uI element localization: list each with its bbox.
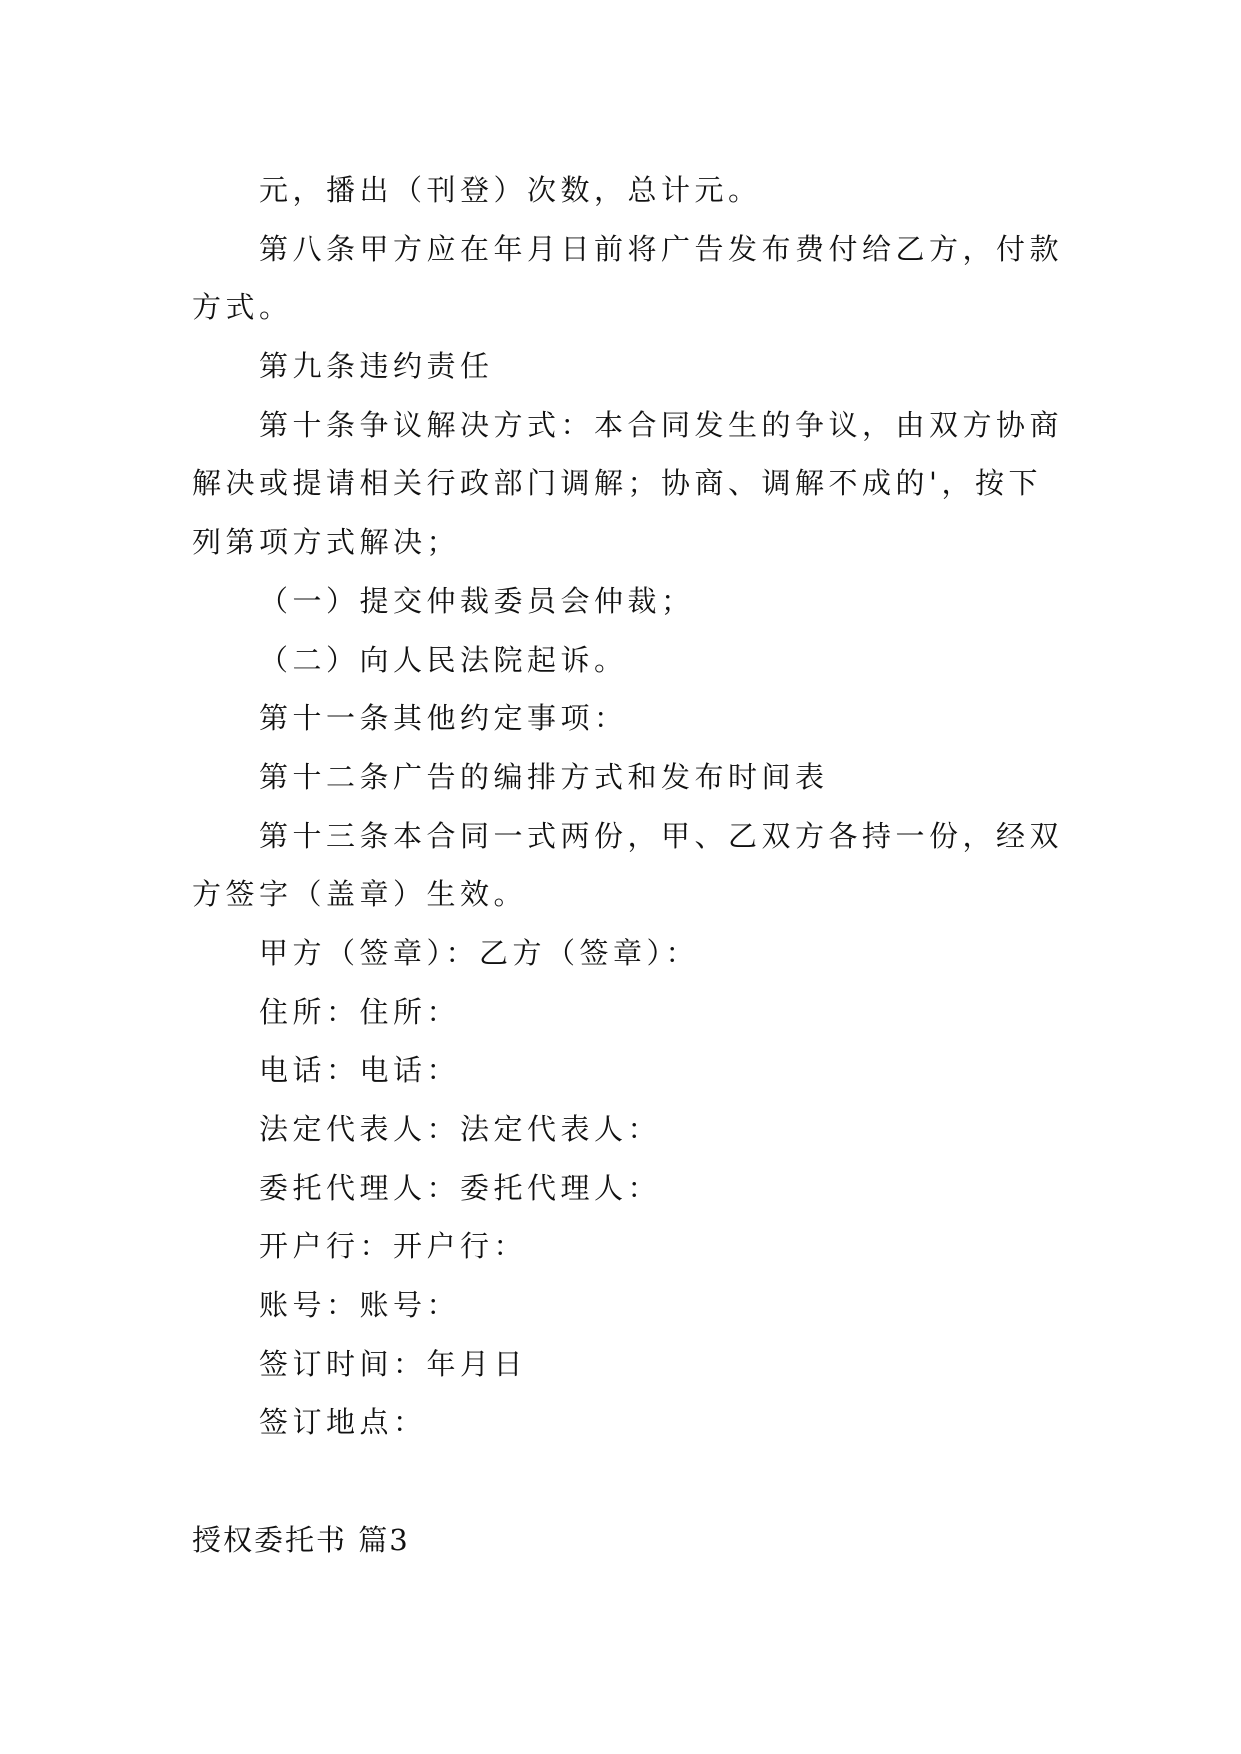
clause-line: （二）向人民法院起诉。	[259, 642, 628, 677]
clause-line: 第九条违约责任	[259, 349, 494, 384]
clause-line: 列第项方式解决；	[192, 525, 461, 560]
clause-line: 第十一条其他约定事项：	[259, 701, 628, 736]
signature-field-line: 开户行：开户行：	[259, 1229, 528, 1264]
clause-line: 第八条甲方应在年月日前将广告发布费付给乙方，付款	[259, 231, 1064, 266]
clause-line: 解决或提请相关行政部门调解；协商、调解不成的'，按下	[192, 466, 1042, 501]
clause-line: 方式。	[192, 290, 293, 325]
clause-line: 元，播出（刊登）次数，总计元。	[259, 173, 762, 207]
signature-field-line: 签订时间：年月日	[259, 1346, 528, 1381]
signature-field-line: 电话：电话：	[259, 1053, 461, 1088]
section-heading: 授权委托书 篇3	[192, 1522, 410, 1557]
clause-line: 第十三条本合同一式两份，甲、乙双方各持一份，经双	[259, 818, 1064, 853]
signature-field-line: 账号：账号：	[259, 1288, 461, 1323]
blank-line	[192, 1452, 1071, 1511]
clause-line: 第十条争议解决方式：本合同发生的争议，由双方协商	[259, 407, 1064, 442]
clause-line: 方签字（盖章）生效。	[192, 877, 528, 912]
signature-field-line: 委托代理人：委托代理人：	[259, 1170, 662, 1205]
signature-field-line: 法定代表人：法定代表人：	[259, 1112, 662, 1146]
signature-field-line: 签订地点：	[259, 1405, 427, 1440]
signature-field-line: 甲方（签章）：乙方（签章）：	[259, 935, 700, 970]
clause-line: 第十二条广告的编排方式和发布时间表	[259, 759, 829, 794]
signature-field-line: 住所：住所：	[259, 994, 461, 1029]
clause-line: （一）提交仲裁委员会仲裁；	[259, 583, 695, 618]
